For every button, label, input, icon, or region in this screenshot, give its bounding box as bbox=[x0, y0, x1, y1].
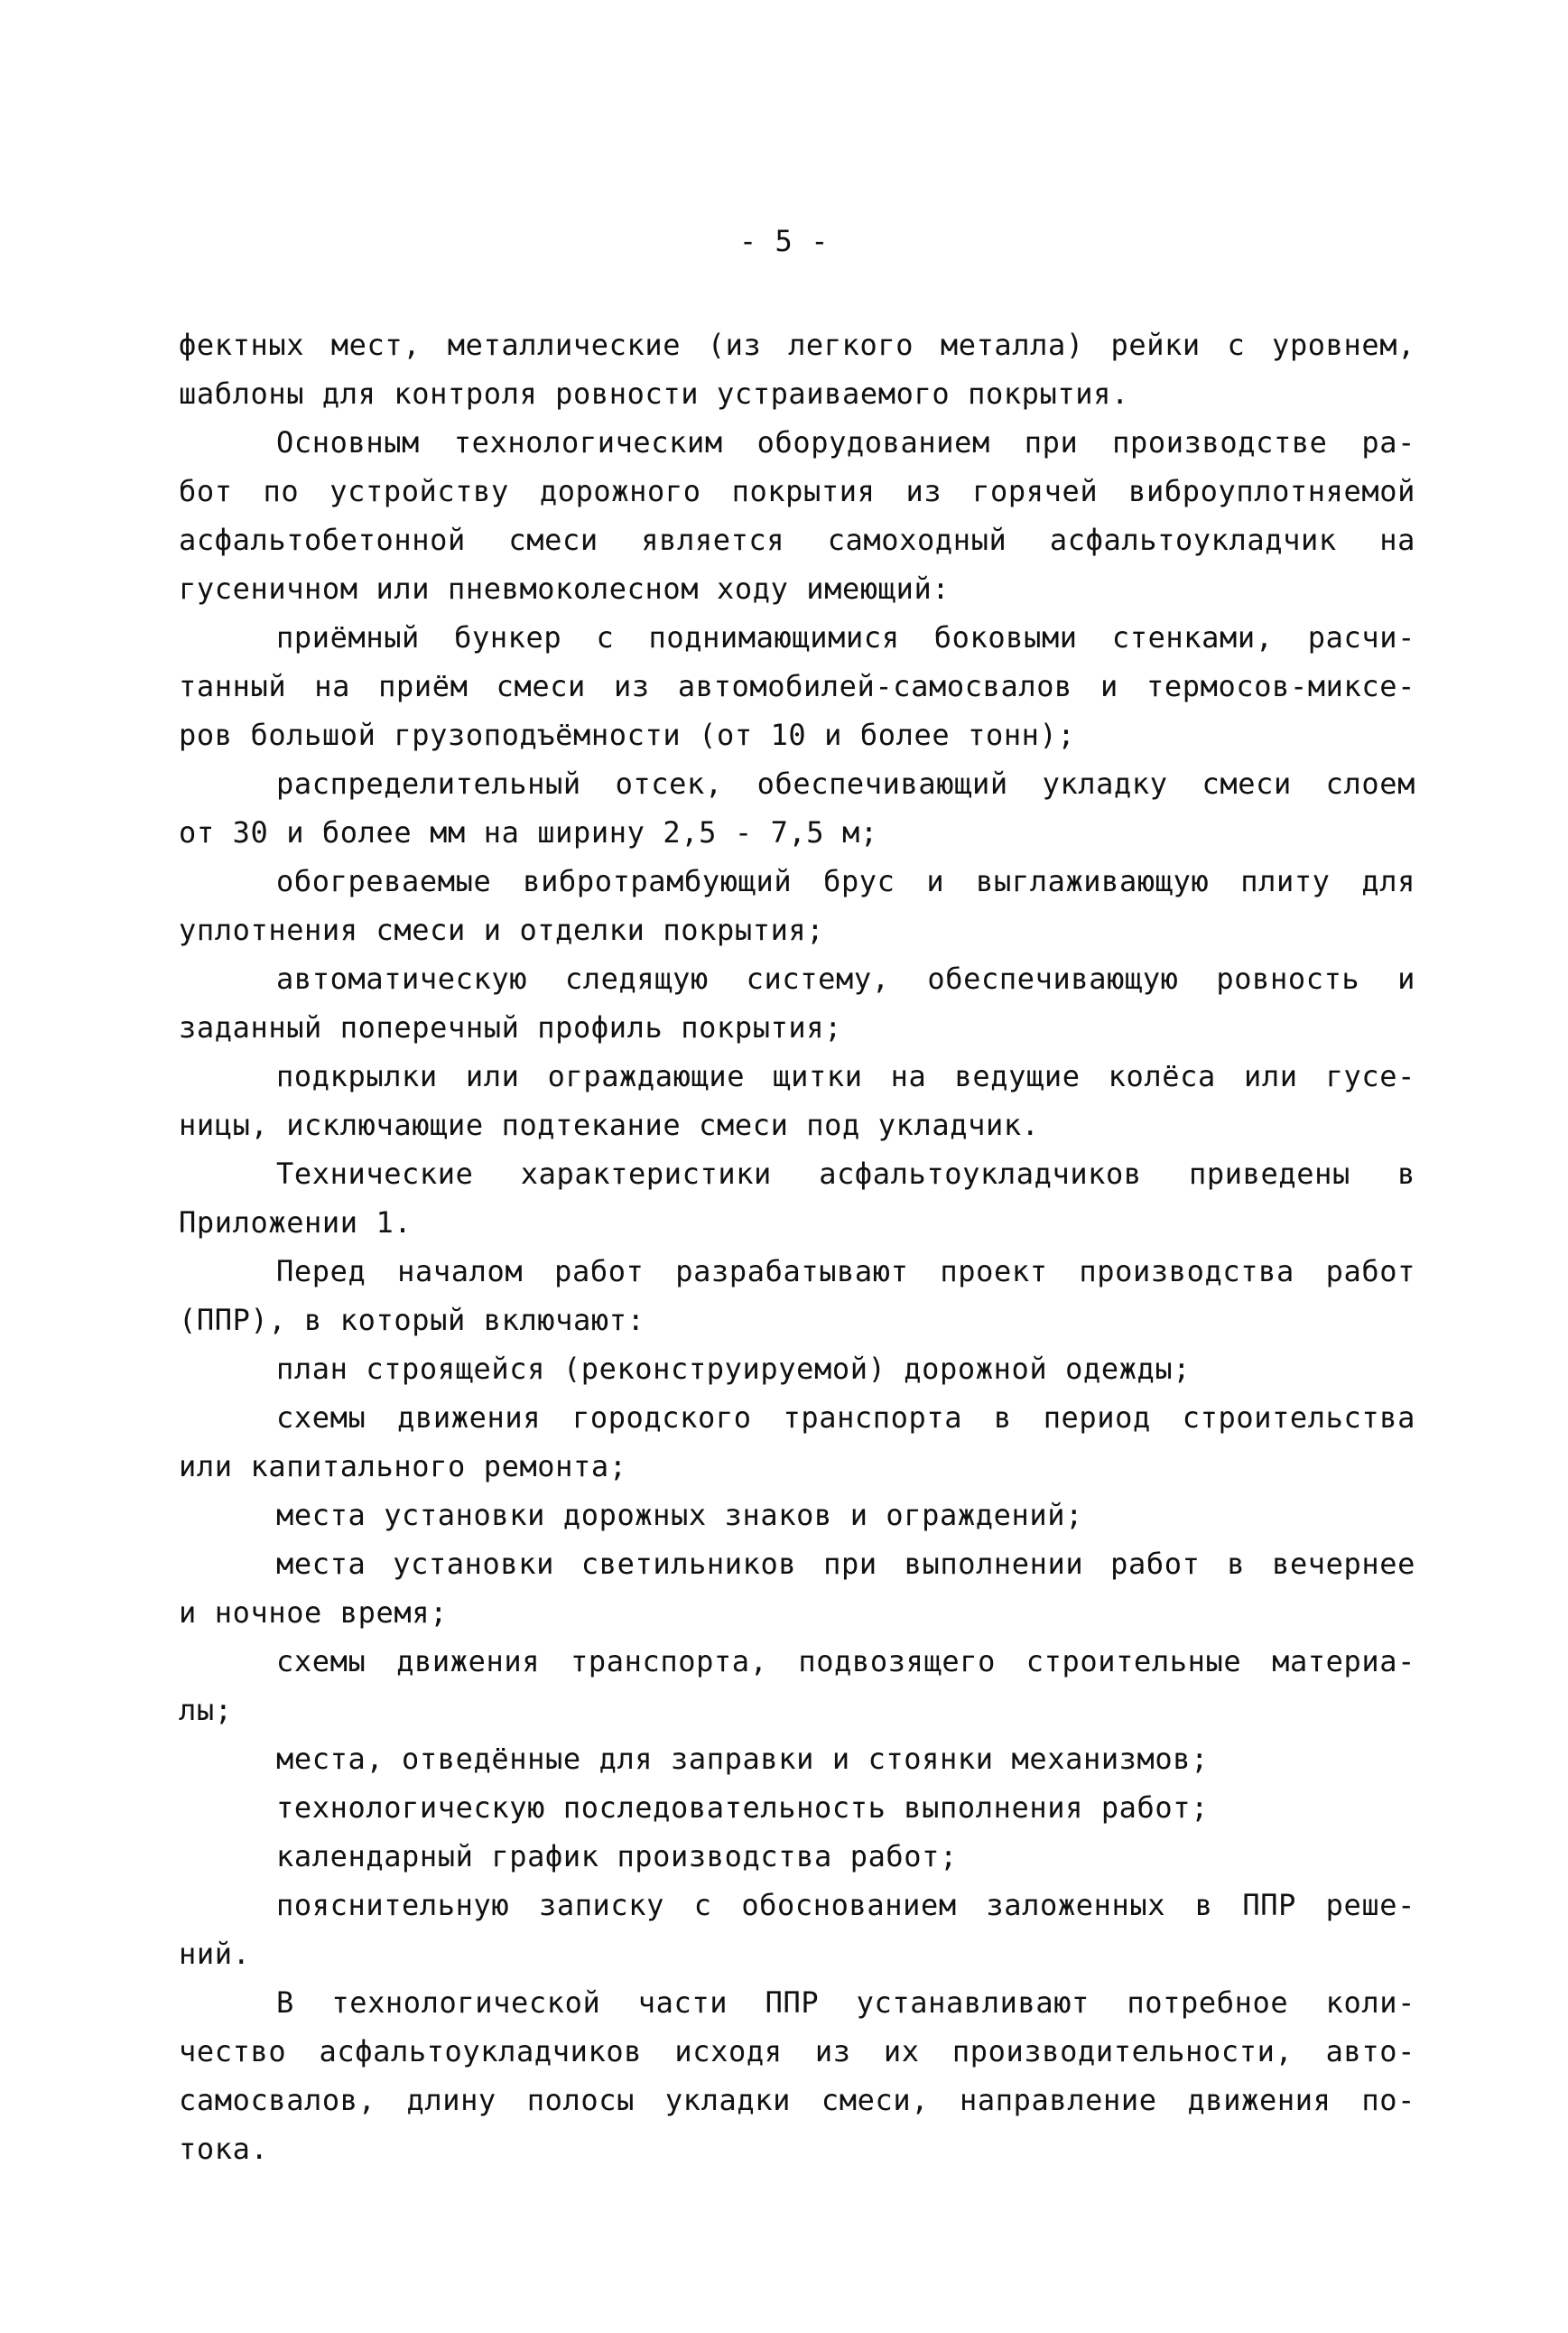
text-line: пояснительную записку с обоснованием заложенных в ППР реше- bbox=[276, 1888, 1415, 1922]
text-line: места установки дорожных знаков и ограждений; bbox=[276, 1498, 1083, 1532]
text-line: приёмный бункер с поднимающимися боковыми стенками, расчи- bbox=[276, 620, 1415, 655]
page-number: - 5 - bbox=[738, 224, 830, 258]
text-line: чество асфальтоукладчиков исходя из их производительности, авто- bbox=[179, 2034, 1415, 2068]
text-line: Приложении 1. bbox=[179, 1205, 413, 1240]
text-line: уплотнения смеси и отделки покрытия; bbox=[179, 913, 825, 947]
text-line: асфальтобетонной смеси является самоходный асфальтоукладчик на bbox=[179, 523, 1415, 557]
text-line: Технические характеристики асфальтоукладчиков приведены в bbox=[276, 1157, 1415, 1191]
text-line: Перед началом работ разрабатывают проект производства работ bbox=[276, 1254, 1415, 1288]
text-line: ров большой грузоподъёмности (от 10 и более тонн); bbox=[179, 718, 1076, 752]
text-line: шаблоны для контроля ровности устраиваемого покрытия. bbox=[179, 376, 1129, 411]
text-line: схемы движения транспорта, подвозящего строительные материа- bbox=[276, 1644, 1415, 1678]
text-line: В технологической части ППР устанавливают потребное коли- bbox=[276, 1985, 1415, 2020]
text-line: автоматическую следящую систему, обеспечивающую ровность и bbox=[276, 962, 1415, 996]
text-line: Основным технологическим оборудованием при производстве ра- bbox=[276, 425, 1415, 460]
text-line: самосвалов, длину полосы укладки смеси, направление движения по- bbox=[179, 2083, 1415, 2117]
text-line: лы; bbox=[179, 1693, 233, 1727]
text-line: тока. bbox=[179, 2132, 269, 2166]
text-line: ний. bbox=[179, 1937, 251, 1971]
text-line: места установки светильников при выполнении работ в вечернее bbox=[276, 1547, 1415, 1581]
text-line: обогреваемые вибротрамбующий брус и выглаживающую плиту для bbox=[276, 864, 1415, 898]
text-line: технологическую последовательность выполнения работ; bbox=[276, 1790, 1210, 1825]
text-line: распределительный отсек, обеспечивающий укладку смеси слоем bbox=[276, 767, 1415, 801]
text-line: план строящейся (реконструируемой) дорожной одежды; bbox=[276, 1352, 1192, 1386]
text-line: календарный график производства работ; bbox=[276, 1839, 958, 1873]
text-line: (ППР), в который включают: bbox=[179, 1303, 645, 1337]
text-line: танный на приём смеси из автомобилей-самосвалов и термосов-миксе- bbox=[179, 669, 1415, 703]
text-line: бот по устройству дорожного покрытия из горячей виброуплотняемой bbox=[179, 474, 1415, 508]
text-line: схемы движения городского транспорта в период строительства bbox=[276, 1400, 1415, 1435]
text-line: заданный поперечный профиль покрытия; bbox=[179, 1010, 843, 1045]
text-line: подкрылки или ограждающие щитки на ведущие колёса или гусе- bbox=[276, 1059, 1415, 1093]
text-line: от 30 и более мм на ширину 2,5 - 7,5 м; bbox=[179, 815, 878, 850]
text-line: фектных мест, металлические (из легкого металла) рейки с уровнем, bbox=[179, 328, 1415, 362]
text-line: места, отведённые для заправки и стоянки механизмов; bbox=[276, 1742, 1210, 1776]
text-line: гусеничном или пневмоколесном ходу имеющий: bbox=[179, 572, 951, 606]
text-line: или капитального ремонта; bbox=[179, 1449, 627, 1483]
text-line: и ночное время; bbox=[179, 1595, 448, 1630]
text-line: ницы, исключающие подтекание смеси под укладчик. bbox=[179, 1108, 1040, 1142]
